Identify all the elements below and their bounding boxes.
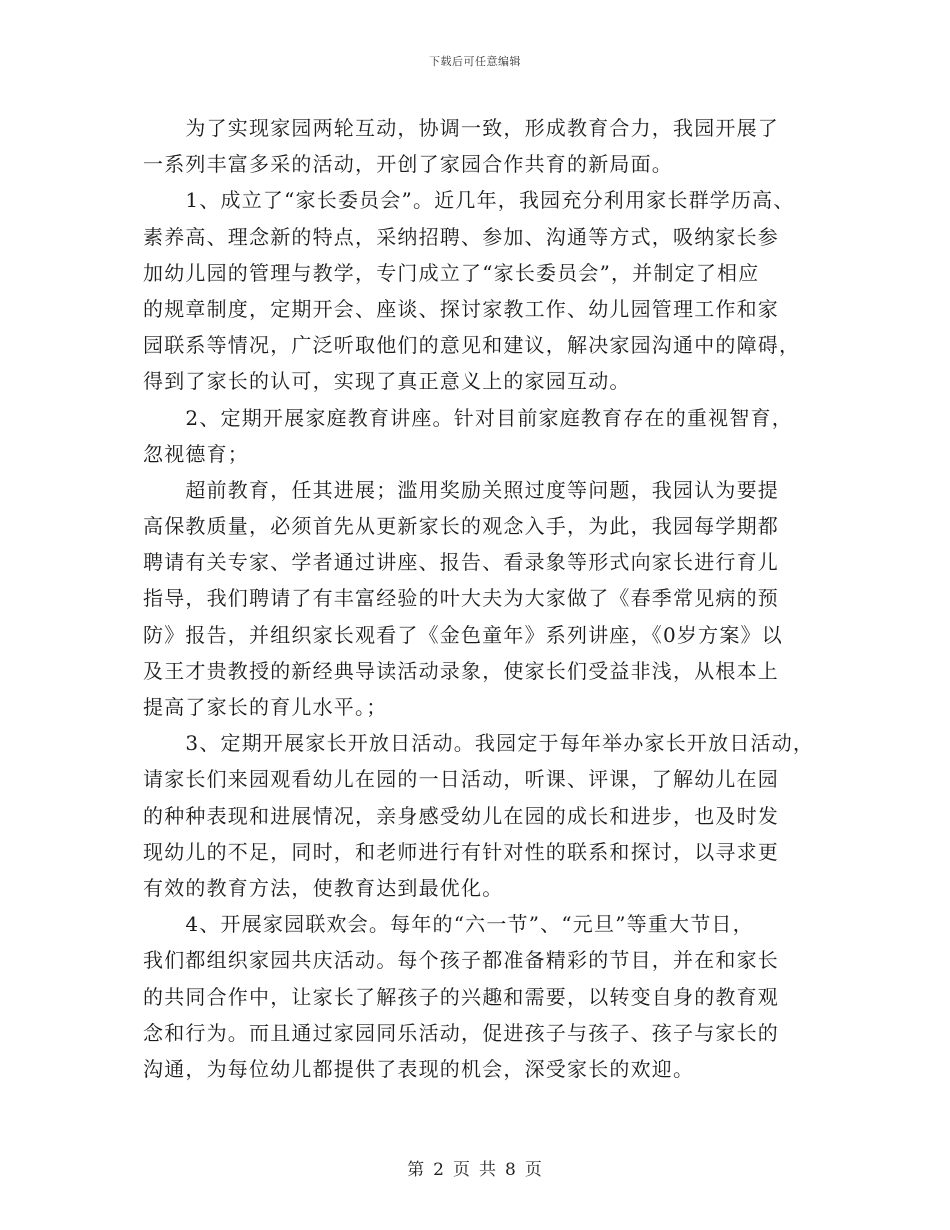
text-line: 有效的教育方法，使教育达到最优化。 bbox=[143, 875, 504, 900]
footer-suffix: 页 bbox=[524, 1160, 543, 1180]
text-line: 得到了家长的认可，实现了真正意义上的家园互动。 bbox=[143, 369, 631, 394]
page-footer bbox=[0, 1155, 950, 1180]
text-line: 1、成立了“家长委员会”。近几年，我园充分利用家长群学历高、 bbox=[143, 188, 795, 213]
text-line: 2、定期开展家庭教育讲座。针对目前家庭教育存在的重视智育， bbox=[143, 405, 793, 430]
text-line: 超前教育，任其进展；滥用奖励关照过度等问题，我园认为要提 bbox=[143, 477, 779, 502]
text-line: 素养高、理念新的特点，采纳招聘、参加、沟通等方式，吸纳家长参 bbox=[143, 224, 779, 249]
total-page-number: 8 bbox=[505, 1160, 517, 1180]
text-line: 的种种表现和进展情况，亲身感受幼儿在园的成长和进步，也及时发 bbox=[143, 803, 779, 828]
text-line: 我们都组织家园共庆活动。每个孩子都准备精彩的节目，并在和家长 bbox=[143, 948, 779, 973]
footer-page-word: 页 bbox=[453, 1160, 471, 1180]
text-line: 4、开展家园联欢会。每年的“六一节”、“元旦”等重大节日， bbox=[143, 912, 754, 937]
current-page-number: 2 bbox=[433, 1160, 445, 1180]
text-line: 提高了家长的育儿水平。； bbox=[143, 695, 388, 719]
text-line: 及王才贵教授的新经典导读活动录象，使家长们受益非浅，从根本上 bbox=[143, 658, 779, 683]
text-line: 沟通，为每位幼儿都提供了表现的机会，深受家长的欢迎。 bbox=[143, 1056, 695, 1081]
text-line: 的共同合作中，让家长了解孩子的兴趣和需要，以转变自身的教育观 bbox=[143, 984, 779, 1009]
text-line: 一系列丰富多采的活动，开创了家园合作共育的新局面。 bbox=[143, 152, 673, 177]
text-line: 忽视德育； bbox=[143, 441, 249, 466]
text-line: 高保教质量，必须首先从更新家长的观念入手，为此，我园每学期都 bbox=[143, 514, 779, 539]
document-body bbox=[143, 110, 833, 1087]
text-line: 防》报告，并组织家长观看了《金色童年》系列讲座，《0岁方案》以 bbox=[143, 622, 783, 647]
footer-total-word: 共 bbox=[479, 1160, 497, 1180]
text-line: 为了实现家园两轮互动，协调一致，形成教育合力，我园开展了 bbox=[143, 116, 779, 140]
text-line: 现幼儿的不足，同时，和老师进行有针对性的联系和探讨，以寻求更 bbox=[143, 839, 779, 864]
text-line: 指导，我们聘请了有丰富经验的叶大夫为大家做了《春季常见病的预 bbox=[143, 586, 779, 611]
text-line: 聘请有关专家、学者通过讲座、报告、看录象等形式向家长进行育儿 bbox=[143, 550, 779, 575]
text-line: 3、定期开展家长开放日活动。我园定于每年举办家长开放日活动， bbox=[143, 731, 815, 756]
footer-prefix: 第 bbox=[407, 1160, 426, 1180]
text-line: 念和行为。而且通过家园同乐活动，促进孩子与孩子、孩子与家长的 bbox=[143, 1020, 779, 1045]
text-line: 请家长们来园观看幼儿在园的一日活动，听课、评课，了解幼儿在园 bbox=[143, 767, 779, 792]
text-line: 园联系等情况，广泛听取他们的意见和建议，解决家园沟通中的障碍， bbox=[143, 333, 801, 358]
text-line: 的规章制度，定期开会、座谈、探讨家教工作、幼儿园管理工作和家 bbox=[143, 296, 779, 321]
page-header: 下载后可任意编辑 bbox=[429, 55, 521, 68]
text-line: 加幼儿园的管理与教学，专门成立了“家长委员会”，并制定了相应 bbox=[143, 260, 760, 285]
